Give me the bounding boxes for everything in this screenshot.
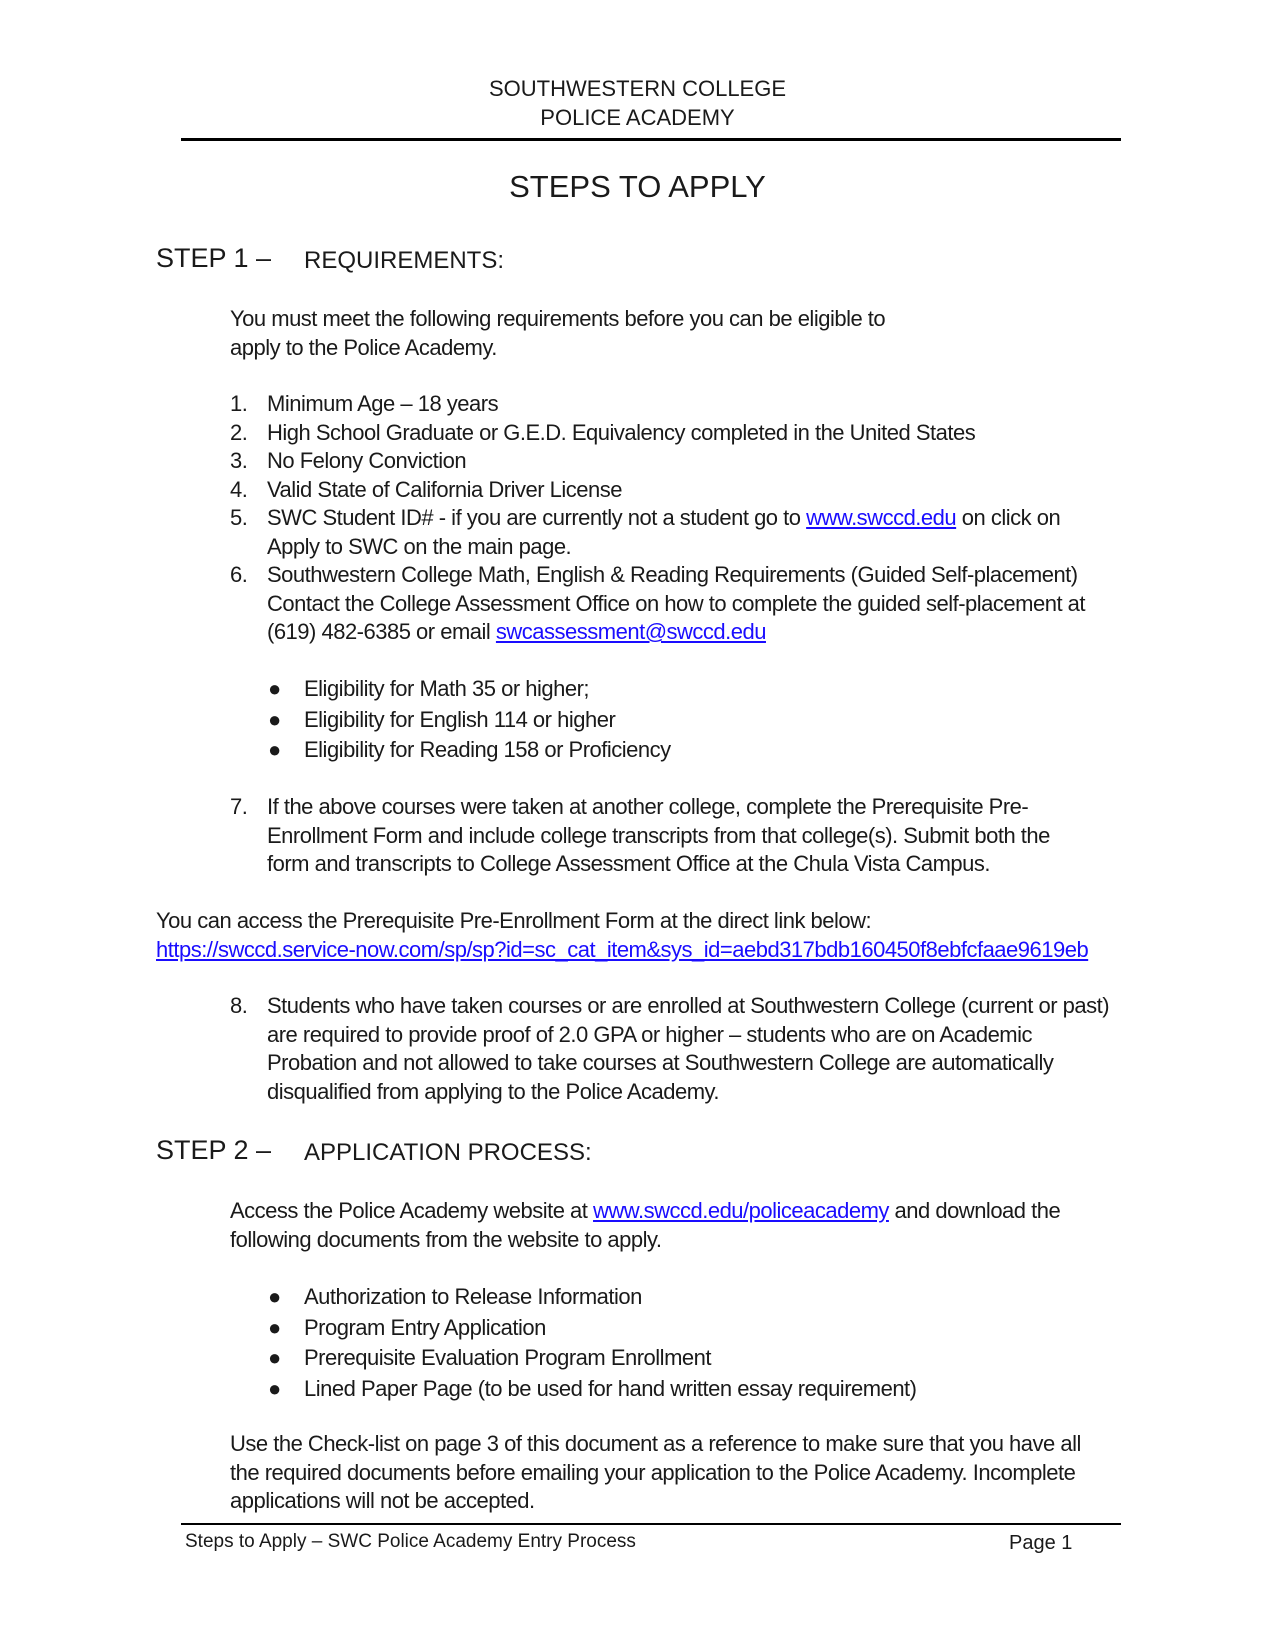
bullet-text: Eligibility for Reading 158 or Proficiency [304, 737, 671, 762]
list-item [0, 561, 1275, 647]
item-text: Apply to SWC on the main page. [267, 533, 572, 559]
bullet-text: Prerequisite Evaluation Program Enrollment [304, 1345, 711, 1370]
item-number: 1. [230, 391, 248, 416]
item-number: 6. [230, 562, 248, 587]
intro-text: and download the [888, 1198, 1061, 1223]
step2-closing [230, 1430, 1081, 1516]
item-text: SWC Student ID# - if you are currently not a student go to [267, 505, 807, 530]
item-text: Contact the College Assessment Office on how to complete the guided self-placement at [267, 590, 1086, 616]
bullet-icon: ● [268, 1345, 281, 1370]
page-title: STEPS TO APPLY [509, 169, 766, 204]
item-text: Southwestern College Math, English & Reading Requirements (Guided Self-placement) [267, 562, 1078, 587]
bullet-icon: ● [268, 706, 281, 732]
text-line: apply to the Police Academy. [230, 334, 497, 360]
eligibility-bullets [0, 675, 1275, 767]
item-number: 7. [230, 794, 248, 819]
intro-text: Access the Police Academy website at [230, 1198, 594, 1223]
list-item [0, 419, 1275, 448]
item-number: 5. [230, 505, 248, 530]
step1-heading: REQUIREMENTS: [304, 247, 505, 274]
step1-label: STEP 1 – [156, 243, 272, 273]
header-line-2: POLICE ACADEMY [540, 105, 735, 130]
list-item [0, 1375, 1275, 1406]
bullet-icon: ● [268, 676, 281, 701]
item-text: (619) 482-6385 or email [267, 619, 496, 644]
list-item [0, 675, 1275, 706]
text-line: the required documents before emailing your application to the Police Academy. Incomplete [230, 1459, 1076, 1485]
bullet-text: Eligibility for English 114 or higher [304, 706, 616, 732]
list-item [0, 447, 1275, 476]
footer-rule [181, 1523, 1121, 1525]
item-text: Valid State of California Driver License [267, 476, 622, 502]
bullet-icon: ● [268, 1314, 281, 1340]
item-number: 2. [230, 419, 248, 445]
header-line-1: SOUTHWESTERN COLLEGE [488, 76, 787, 101]
item-text: are required to provide proof of 2.0 GPA or higher – students who are on Academic [267, 1021, 1033, 1047]
documents-bullets [0, 1283, 1275, 1405]
item-number: 3. [230, 448, 248, 473]
list-item [0, 706, 1275, 737]
item-text: Minimum Age – 18 years [267, 391, 499, 416]
bullet-text: Lined Paper Page (to be used for hand written essay requirement) [304, 1375, 917, 1401]
assessment-email-link[interactable]: swcassessment@swccd.edu [495, 619, 766, 644]
step2-heading: APPLICATION PROCESS: [304, 1139, 592, 1166]
page-number: Page 1 [1009, 1532, 1073, 1554]
swccd-link[interactable]: www.swccd.edu [806, 505, 957, 530]
item-text: Students who have taken courses or are enrolled at Southwestern College (current or past) [267, 993, 1110, 1018]
bullet-icon: ● [268, 737, 281, 762]
item-text: on click on [956, 505, 1061, 530]
item-number: 8. [230, 993, 248, 1018]
step1-intro [230, 305, 885, 362]
requirements-list [0, 390, 1275, 647]
bullet-icon: ● [268, 1284, 281, 1309]
list-item [0, 390, 1275, 419]
item-text: form and transcripts to College Assessment Office at the Chula Vista Campus. [267, 851, 990, 876]
intro-text: following documents from the website to apply. [230, 1226, 662, 1252]
list-item [0, 504, 1275, 561]
item-text: Probation and not allowed to take courses at Southwestern College are automatically [267, 1050, 1054, 1075]
bullet-icon: ● [268, 1375, 281, 1401]
bullet-text: Authorization to Release Information [304, 1284, 642, 1309]
item-number: 4. [230, 476, 248, 502]
item-text: Enrollment Form and include college transcripts from that college(s). Submit both the [267, 822, 1050, 848]
item-text: disqualified from applying to the Police Academy. [267, 1078, 720, 1104]
text-line: Use the Check-list on page 3 of this document as a reference to make sure that you have all [230, 1431, 1081, 1456]
bullet-text: Program Entry Application [304, 1314, 546, 1340]
footer-title: Steps to Apply – SWC Police Academy Entry Process [185, 1531, 636, 1552]
list-item [0, 1314, 1275, 1345]
list-item [0, 1283, 1275, 1314]
text-line: You must meet the following requirements before you can be eligible to [230, 306, 886, 331]
step2-intro [230, 1197, 1060, 1254]
step2-label: STEP 2 – [156, 1135, 272, 1165]
list-item [0, 476, 1275, 505]
list-item [0, 736, 1275, 767]
list-item [0, 1344, 1275, 1375]
access-text: You can access the Prerequisite Pre-Enrollment Form at the direct link below: [156, 908, 872, 933]
police-academy-link[interactable]: www.swccd.edu/policeacademy [593, 1198, 889, 1223]
pre-enrollment-form-link[interactable]: https://swccd.service-now.com/sp/sp?id=sc_cat_item&sys_id=aebd317bdb160450f8ebfcfaae9619eb [156, 936, 1089, 962]
item-text: If the above courses were taken at another college, complete the Prerequisite Pre- [267, 794, 1029, 819]
text-line: applications will not be accepted. [230, 1488, 535, 1513]
bullet-text: Eligibility for Math 35 or higher; [304, 676, 590, 701]
item-text: No Felony Conviction [267, 448, 467, 473]
header-rule [181, 138, 1121, 141]
item-text: High School Graduate or G.E.D. Equivalency completed in the United States [267, 419, 976, 445]
access-paragraph [156, 907, 1088, 964]
